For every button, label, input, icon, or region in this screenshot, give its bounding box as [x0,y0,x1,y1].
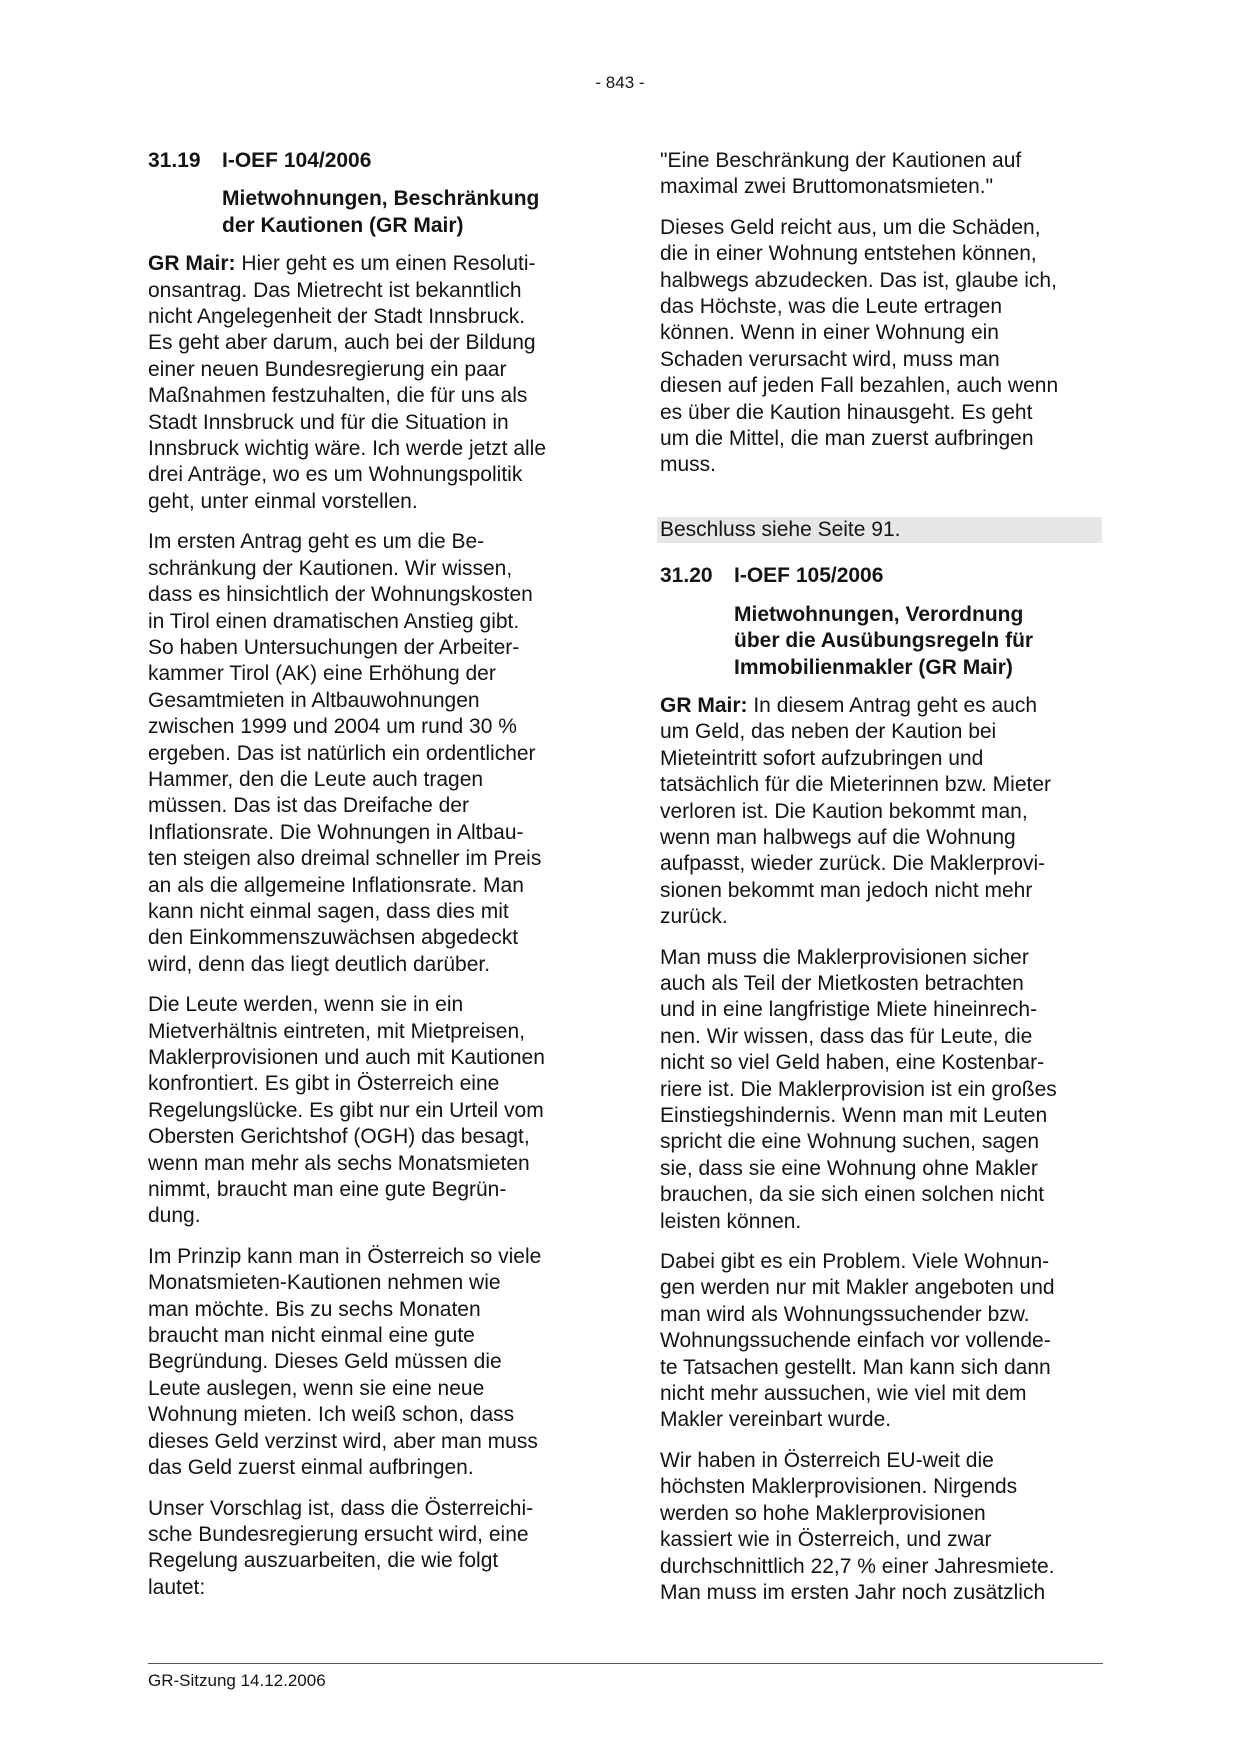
section-number: 31.20 [660,564,713,588]
left-column [148,148,593,1615]
paragraph-text: In diesem Antrag geht es auch um Geld, das neben der Kaution bei Mieteintritt sofort aufzubringen und tatsächlich für die Mieterinnen bzw. Mieter verloren ist. Die Kaution bekommt man, wenn man halbwegs auf die Wohnung aufpasst, wieder zurück. Die Maklerprovi- sionen bekommt man jedoch nicht mehr zurück. [660,693,1052,929]
section-title: Mietwohnungen, Beschränkung der Kautionen (GR Mair) [222,187,540,237]
paragraph-text: Hier geht es um einen Resoluti- onsantrag. Das Mietrecht ist bekanntlich nicht Angelegenheit der Stadt Innsbruck. Es geht aber darum, auch bei der Bildung einer neuen Bundesregierung ein paar Maßnahmen festzuhalten, die für uns als Stadt Innsbruck und für die Situation in Innsbruck wichtig wäre. Ich werde jetzt alle drei Anträge, wo es um Wohnungspolitik geht, unter einmal vorstellen. [148,252,547,513]
paragraph: Die Leute werden, wenn sie in ein Mietverhältnis eintreten, mit Mietpreisen, Maklerprovisionen und auch mit Kautionen konfrontiert. Es gibt in Österreich eine Regelungslücke. Es gibt nur ein Urteil vom Obersten Gerichtshof (OGH) das besagt, wenn man mehr als sechs Monatsmieten nimmt, braucht man eine gute Begrün- dung. [148,993,545,1228]
speaker-name: GR Mair: [148,252,236,276]
paragraph: Dabei gibt es ein Problem. Viele Wohnun- gen werden nur mit Makler angeboten und man wird als Wohnungssuchender bzw. Wohnungssuchende einfach vor vollende- te Tatsachen gestellt. Man kann sich dann nicht mehr aussuchen, wie viel mit dem Makler vereinbart wurde. [660,1250,1055,1432]
paragraph: Dieses Geld reicht aus, um die Schäden, die in einer Wohnung entstehen können, halbwegs abzudecken. Das ist, glaube ich, das Höchste, was die Leute ertragen können. Wenn in einer Wohnung ein Schaden verursacht wird, muss man diesen auf jeden Fall bezahlen, auch wenn es über die Kaution hinausgeht. Es geht um die Mittel, die man zuerst aufbringen muss. [660,215,1059,477]
section-heading [660,563,1105,589]
paragraph: Im Prinzip kann man in Österreich so viele Monatsmieten-Kautionen nehmen wie man möchte. Bis zu sechs Monaten braucht man nicht einmal eine gute Begründung. Dieses Geld müssen die Leute auslegen, wenn sie eine neue Wohnung mieten. Ich weiß schon, dass dieses Geld verzinst wird, aber man muss das Geld zuerst einmal aufbringen. [148,1244,542,1480]
speaker-name: GR Mair: [660,693,748,717]
section-code: I-OEF 104/2006 [222,149,372,172]
speaker-paragraph [660,693,1105,931]
page-number: - 843 - [595,73,645,92]
section-heading [148,148,593,174]
right-column [660,148,1105,1620]
section-title: Mietwohnungen, Verordnung über die Ausübungsregeln für Immobilienmakler (GR Mair) [734,602,1034,679]
speaker-paragraph [148,251,593,515]
footer-divider [148,1663,1103,1664]
section-number: 31.19 [148,149,201,172]
decision-note: Beschluss siehe Seite 91. [657,517,1102,543]
quote: "Eine Beschränkung der Kautionen auf maximal zwei Bruttomonatsmieten." [660,149,1022,199]
paragraph: Man muss die Maklerprovisionen sicher auch als Teil der Mietkosten betrachten und in eine langfristige Miete hineinrech- nen. Wir wissen, dass das für Leute, die nicht so viel Geld haben, eine Kostenbar- riere ist. Die Maklerprovision ist ein großes Einstiegshindernis. Wenn man mit Leuten spricht die eine Wohnung suchen, sagen sie, dass sie eine Wohnung ohne Makler brauchen, da sie sich einen solchen nicht leisten können. [660,945,1057,1233]
footer-text: GR-Sitzung 14.12.2006 [148,1671,326,1690]
section-code: I-OEF 105/2006 [734,564,884,588]
paragraph: Unser Vorschlag ist, dass die Österreichi- sche Bundesregierung ersucht wird, eine Regelung auszuarbeiten, die wie folgt lautet: [148,1496,534,1599]
paragraph: Im ersten Antrag geht es um die Be- schränkung der Kautionen. Wir wissen, dass es hinsichtlich der Wohnungskosten in Tirol einen dramatischen Anstieg gibt. So haben Untersuchungen der Arbeiter- kammer Tirol (AK) eine Erhöhung der Gesamtmieten in Altbauwohnungen zwischen 1999 und 2004 um rund 30 % ergeben. Das ist natürlich ein ordentlicher Hammer, den die Leute auch tragen müssen. Das ist das Dreifache der Inflationsrate. Die Wohnungen in Altbau- ten steigen also dreimal schneller im Preis an als die allgemeine Inflationsrate. Man kann nicht einmal sagen, dass dies mit den Einkommenszuwächsen abgedeckt wird, denn das liegt deutlich darüber. [148,530,542,976]
paragraph: Wir haben in Österreich EU-weit die höchsten Maklerprovisionen. Nirgends werden so hohe Maklerprovisionen kassiert wie in Österreich, und zwar durchschnittlich 22,7 % einer Jahresmiete. Man muss im ersten Jahr noch zusätzlich [660,1448,1055,1604]
